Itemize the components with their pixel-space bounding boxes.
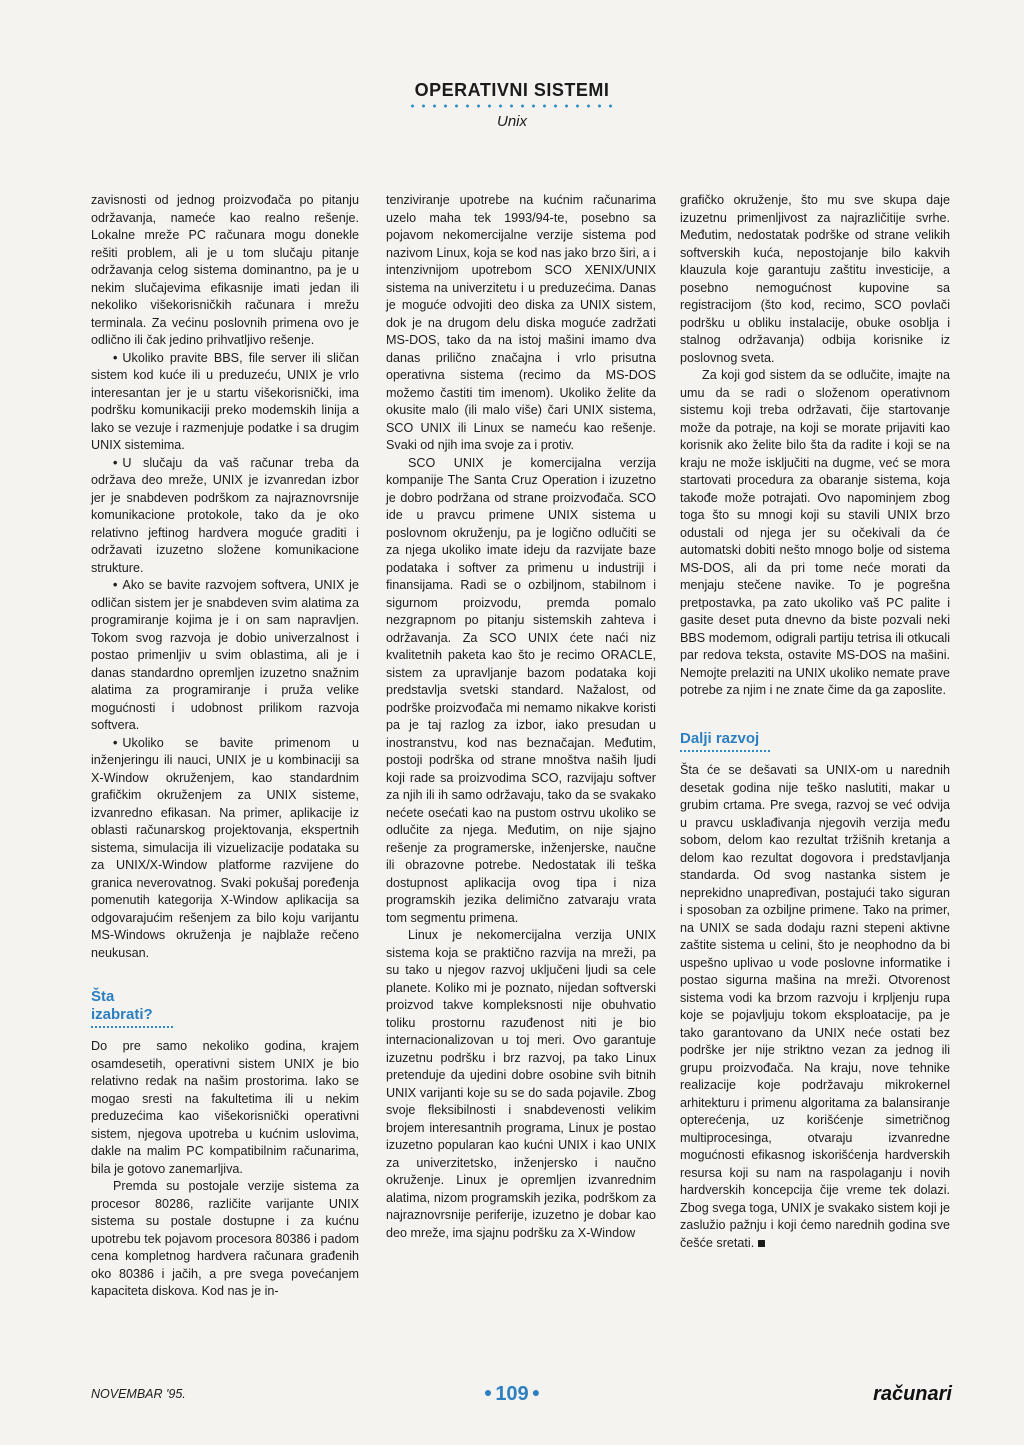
page-number: 109 — [495, 1383, 529, 1405]
subheading-sta-izabrati: Šta izabrati? — [91, 988, 173, 1028]
page-header — [0, 80, 1024, 130]
bullet-paragraph: • Ukoliko se bavite primenom u inženjeringu ili nauci, UNIX je u kombinaciji sa X-Window okruženjem, kao standardnim grafičkim okruženjem za UNIX sisteme, izvanredno efikasan. Na primer, aplikacije iz oblasti računarskog projektovanja, ekspertnih sistema, simulacija ili vizuelizacije podataka su za UNIX/X-Window platforme razvijene do granica neverovatnog. Svaki pokušaj poređenja pomenutih kategorija X-Window aplikacija sa odgovarajućim rešenjem za bilo koju varijantu MS-Windows okruženja je najblaže rečeno neukusan. — [91, 735, 359, 963]
paragraph: Za koji god sistem da se odlučite, imajte na umu da se radi o složenom operativnom sistemu koji treba održavati, čije startovanje može da potraje, na koji se morate prijaviti kao korisnik ako želite bilo šta da radite i koji se na kraju ne može isključiti na dugme, već se mora startovati procedura za obaranje sistema, koja takođe može potrajati. Ovo napominjem zbog toga što su mnogi koji su stavili UNIX brzo odustali od njega jer su očekivali da će automatski dobiti nešto mnogo bolje od sistema MS-DOS, ali da pri tome neće morati da menjaju stečene navike. To je pogrešna pretpostavka, pa zato ukoliko vaš PC palite i gasite deset puta dnevno da biste pozvali neki BBS modemom, odigrali partiju tetrisa ili otkucali par redova teksta, ostavite MS-DOS na mašini. Nemojte prelaziti na UNIX ukoliko nemate prave potrebe za njim i ne znate čime da ga zaposlite. — [680, 368, 950, 697]
subheading-dalji-razvoj: Dalji razvoj — [680, 730, 770, 753]
bullet-paragraph: • Ako se bavite razvojem softvera, UNIX je odličan sistem jer je snabdeven svim alatima za programiranje kojima je i on sam napravljen. Tokom svog razvoja je dobio univerzalnost i postao primenljiv u svim oblastima, ali je i danas standardno opremljen izuzetno snažnim alatima za programiranje i pruža velike mogućnosti i udobnost prilikom razvoja softvera. — [91, 577, 359, 735]
paragraph: SCO UNIX je komercijalna verzija kompanije The Santa Cruz Operation i izuzetno je dobro podržana od strane proizvođača. SCO ide u pravcu primene UNIX sistema u poslovnom okruženju, pa je logično odlučiti se za njega ukoliko imate ideju da razvijate baze podataka i softver za primenu u industriji i finansijama. Radi se o ozbiljnom, stabilnom i sigurnom proizvodu, premda pomalo nezgrapnom po pitanju sistemskih zahteva i održavanja. Za SCO UNIX ćete naći niz kvalitetnih paketa kao što je recimo ORACLE, sistem za upravljanje bazom podataka koji predstavlja svetski standard. Nažalost, od podrške proizvođača mi nemamo nikakve koristi pa je taj razlog za izbor, iako presudan u inostranstvu, kod nas beznačajan. Međutim, postoji podrška od strane mnoštva naših ljudi koji rade sa proizvodima SCO, razvijaju softver za njih ili ih samo održavaju, tako da se svakako nećete osećati kao na pustom ostrvu ukoliko se odlučite za njega. Međutim, on nije sjajno rešenje za programerske, inženjerske, naučne ili obrazovne potrebe. Nedostatak ili teška dostupnost aplikacija ovog tipa i niza programskih jezika delimično zatvaraju vrata tom segmentu primena. — [386, 455, 656, 925]
article-column-2 — [386, 192, 656, 1242]
article-column-1 — [91, 192, 359, 1301]
bullet-dot-icon: ● — [483, 1384, 493, 1400]
magazine-logo: računari — [873, 1383, 952, 1405]
paragraph-final — [680, 762, 950, 1252]
paragraph-final-text: Šta će se dešavati sa UNIX-om u narednih desetak godina nije teško naslutiti, makar u grubim crtama. Pre svega, razvoj se već odvija u pravcu usklađivanja njegovih verzija među sobom, delom kao rezultat tržišnih kretanja a delom kao rezultat dogovora i predstavljanja standarda. Od svog nastanka sistem je neprekidno unapređivan, postajući tako siguran i sposoban za ozbiljne primene. Tako na primer, na UNIX se sada dodaju razni stepeni aktivne zaštite sistema u celini, što je neophodno da bi uspešno uplivao u vode poslovne informatike i postao sigurna mašina na mreži. Otvorenost sistema vodi ka brzom razvoju i krpljenju rupa koje se pojavljuju tokom eksploatacije, pa je tako garantovano da UNIX neće ostati bez podrške jer nije striktno vezan za jednog ili grupu proizvođača. Na kraju, nove tehnike realizacije koje podržavaju mikrokernel arhitekturu i primenu algoritama za balansiranje opterećenja, uz korišćenje simetričnog multiprocesinga, otvaraju izvanredne mogućnosti efikasnog iskorišćenja hardverskih resursa koji su nam na raspolaganju i novih hardverskih koncepcija čije vreme tek dolazi. Zbog svega toga, UNIX je svakako sistem koji je zaslužio pažnju i koji ćemo narednih godina sve češće sretati. — [680, 763, 950, 1250]
end-of-article-mark — [758, 1240, 765, 1247]
bullet-dot-icon: ● — [531, 1384, 541, 1400]
paragraph: grafičko okruženje, što mu sve skupa daje izuzetnu primenljivost za najrazličitije svrhe. Međutim, nedostatak podrške od strane velikih softverskih kuća, nepostojanje bilo kakvih klauzula koje garantuju zaštitu investicije, a posebno nemogućnost kupovine sa registracijom (što kod, recimo, SCO povlači podršku u obliku instalacije, obuke osoblja i stalnog održavanja) odbija korisnike iz poslovnog sveta. — [680, 193, 950, 365]
paragraph: tenziviranje upotrebe na kućnim računarima uzelo maha tek 1993/94-te, posebno sa pojavom nekomercijalne verzije sistema pod nazivom Linux, koja se kod nas jako brzo širi, a i intenzivnijom upotrebom SCO XENIX/UNIX sistema na univerzitetu i u preduzećima. Danas je moguće odvojiti deo diska za UNIX sistem, dok je na drugom delu diska moguće zadržati MS-DOS, tako da na istoj mašini imamo dva danas prilično značajna i vrlo prisutna operativna sistema (recimo da MS-DOS možemo častiti tim imenom). Ukoliko želite da okusite malo (ili malo više) čari UNIX sistema, SCO UNIX ili Linux se nameću kao rešenje. Svaki od njih ima svoje za i protiv. — [386, 193, 656, 452]
bullet-paragraph: • Ukoliko pravite BBS, file server ili sličan sistem kod kuće ili u preduzeću, UNIX je vrlo interesantan jer je u startu višekorisnički, ima podršku komunikaciji preko modemskih linija a lako se vezuje i razmenjuje podatke i sa drugim UNIX sistemima. — [91, 350, 359, 455]
page-number-block — [0, 1383, 1024, 1406]
bullet-paragraph: • U slučaju da vaš računar treba da održava deo mreže, UNIX je izvanredan izbor jer je snabdeven podrškom za najraznovrsnije komunikacione protokole, tako da je oko relativno jeftinog hardvera moguće graditi i održavati izuzetno složene komunikacione strukture. — [91, 455, 359, 578]
paragraph: Do pre samo nekoliko godina, krajem osamdesetih, operativni sistem UNIX je bio relativno redak na našim prostorima. Iako se mogao sresti na fakultetima ili u nekim preduzećima kao višekorisnički operativni sistem, njegova upotreba u kućnim uslovima, dakle na malim PC kompatibilnim računarima, bila je gotovo zanemarljiva. — [91, 1039, 359, 1176]
header-dot-rule — [407, 103, 617, 109]
issue-date: NOVEMBAR '95. — [91, 1387, 186, 1401]
paragraph: Premda su postojale verzije sistema za procesor 80286, različite varijante UNIX sistema su postale dostupne i za kućnu upotrebu tek pojavom procesora 80386 i padom cena kompletnog hardvera računara građenih oko 80386 i jačih, a pre svega povećanjem kapaciteta diskova. Kod nas je in- — [91, 1179, 359, 1298]
page-footer — [0, 1383, 1024, 1413]
article-column-3 — [680, 192, 950, 1252]
paragraph: Linux je nekomercijalna verzija UNIX sistema koja se praktično razvija na mreži, pa su tako u njegov razvoj uključeni ljudi sa cele planete. Koliko mi je poznato, nijedan softverski proizvod takve kompleksnosti nije obuhvatio toliku prostornu razuđenost niti je bio internacionalizovan u toj meri. Ovo garantuje izuzetnu podršku i brz razvoj, pa tako Linux pretenduje da ujedini dobre osobine svih bitnih UNIX varijanti koje su se do sada pojavile. Zbog svoje fleksibilnosti i snabdevenosti velikim brojem interesantnih programa, Linux je postao izuzetno popularan kao kućni UNIX i kao UNIX za univerzitetsko, inženjersko i naučno okruženje. Linux je opremljen izvanrednim alatima, nizom programskih jezika, podrškom za najraznovrsnije periferije, izuzetno je dobar kao deo mreže, ima sjajnu podršku za X-Window — [386, 928, 656, 1240]
section-title: OPERATIVNI SISTEMI — [414, 80, 610, 100]
paragraph: zavisnosti od jednog proizvođača po pitanju održavanja, nameće kao realno rešenje. Lokalne mreže PC računara mogu donekle rešiti problem, ali je u tom slučaju pitanje održavanja celog sistema dominantno, pa je u nekim slučajevima efikasnije imati jedan ili nekoliko višekorisničkih računara i mrežu terminala. Za većinu poslovnih primena ovo je odlično ili čak jedino prihvatljivo rešenje. — [91, 193, 359, 347]
section-subtitle: Unix — [496, 113, 527, 130]
